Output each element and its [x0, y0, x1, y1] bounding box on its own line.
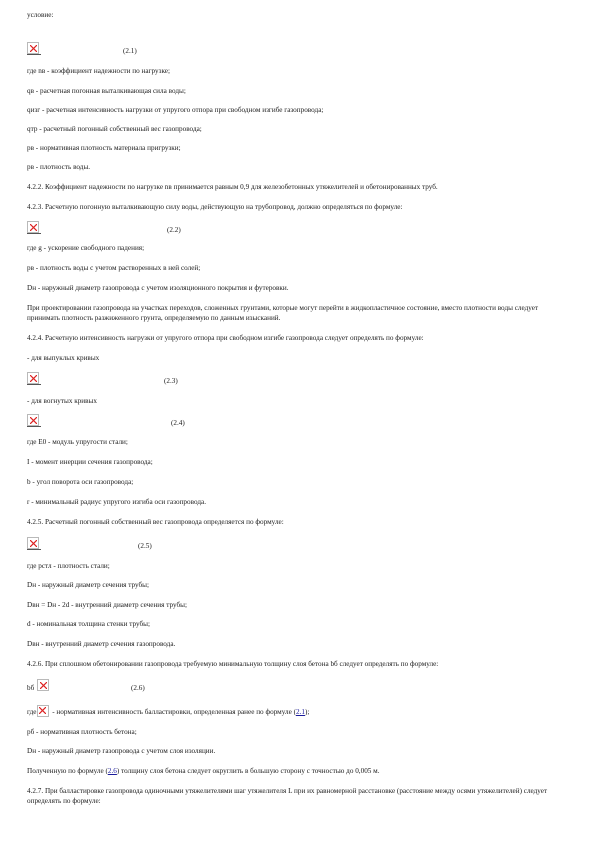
text-paragraph: 4.2.7. При балластировке газопровода одиночными утяжелителями шаг утяжелителя L при их равномерной расстановке (расстояние между осями утяжелителей) следует определять по формуле: [27, 787, 548, 805]
text-fragment: - нормативная интенсивность балластировки, определенная ранее по формуле ( [50, 708, 296, 716]
text-line: - для выпуклых кривых [27, 354, 100, 362]
equation-underline [27, 384, 41, 385]
text-line: - для вогнутых кривых [27, 397, 97, 405]
text-fragment: ) толщину слоя бетона следует округлить в большую сторону с точностью до 0,005 м. [116, 767, 380, 775]
text-line: где nв - коэффициент надежности по нагрузке; [27, 67, 170, 75]
text-line: r - минимальный радиус упругого изгиба оси газопровода. [27, 498, 206, 506]
text-fragment: ); [304, 708, 310, 716]
equation-number: (2.2) [167, 226, 181, 234]
text-line: 4.2.4. Расчетную интенсивность нагрузки от упругого отпора при свободном изгибе газопровода следует определять по формуле: [27, 334, 424, 342]
text-line: Dвн - внутренний диаметр сечения газопровода. [27, 640, 176, 648]
broken-image-icon [27, 42, 39, 54]
equation-number: (2.1) [123, 47, 137, 55]
text-line: pб - нормативная плотность бетона; [27, 728, 137, 736]
text-line: где E0 - модуль упругости стали; [27, 438, 128, 446]
formula-link-2-1[interactable]: 2.1 [295, 708, 305, 716]
text-line: d - номинальная толщина стенки трубы; [27, 620, 150, 628]
text-line: Dн - наружный диаметр сечения трубы; [27, 581, 149, 589]
equation-underline [27, 54, 41, 55]
text-line: qв - расчетная погонная выталкивающая сила воды; [27, 87, 186, 95]
broken-image-icon [37, 679, 49, 691]
broken-image-icon [27, 537, 39, 549]
text-line: pв - плотность воды. [27, 163, 91, 171]
text-line: I - момент инерции сечения газопровода; [27, 458, 153, 466]
broken-image-icon [27, 414, 39, 426]
text-paragraph: При проектировании газопровода на участках переходов, сложенных грунтами, которые могут перейти в жидкопластичное состояние, вместо плотности воды следует принимать плотность разжиженного грунта, определяемую по данным изысканий. [27, 304, 539, 322]
text-line: 4.2.3. Расчетную погонную выталкивающую силу воды, действующую на трубопровод, должно определяться по формуле: [27, 203, 403, 211]
equation-number: (2.6) [131, 684, 145, 692]
equation-number: (2.5) [138, 542, 152, 550]
text-line: Dвн = Dн - 2d - внутренний диаметр сечения трубы; [27, 601, 187, 609]
text-line: pв - нормативная плотность материала пригрузки; [27, 144, 181, 152]
text-line [27, 705, 309, 717]
text-line [27, 766, 380, 776]
equation-number: (2.4) [171, 419, 185, 427]
text-line: qтр - расчетный погонный собственный вес газопровода; [27, 125, 202, 133]
text-line: где pстл - плотность стали; [27, 562, 110, 570]
equation-number: (2.3) [164, 377, 178, 385]
text-line: где g - ускорение свободного падения; [27, 244, 145, 252]
text-line: 4.2.6. При сплошном обетонировании газопровода требуемую минимальную толщину слоя бетона bб следует определять по формуле: [27, 660, 439, 668]
formula-link-2-6[interactable]: 2.6 [107, 767, 117, 775]
broken-image-icon [27, 372, 39, 384]
text-line: b - угол поворота оси газопровода; [27, 478, 134, 486]
text-line: условие: [27, 11, 54, 19]
text-line: Dн - наружный диаметр газопровода с учетом слоя изоляции. [27, 747, 216, 755]
equation-underline [27, 233, 41, 234]
equation-symbol: bб [27, 684, 35, 692]
text-line: pв - плотность воды с учетом растворенных в ней солей; [27, 264, 201, 272]
equation-underline [27, 426, 41, 427]
equation-underline [27, 549, 41, 550]
broken-image-icon [27, 221, 39, 233]
text-fragment: Полученную по формуле ( [27, 767, 108, 775]
broken-image-icon [37, 705, 49, 717]
text-line: qизг - расчетная интенсивность нагрузки от упругого отпора при свободном изгибе газопровода; [27, 106, 324, 114]
text-line: Dн - наружный диаметр газопровода с учетом изоляционного покрытия и футеровки. [27, 284, 289, 292]
text-line: 4.2.2. Коэффициент надежности по нагрузке nв принимается равным 0,9 для железобетонных утяжелителей и обетонированных труб. [27, 183, 438, 191]
text-fragment: где [27, 708, 37, 716]
text-line: 4.2.5. Расчетный погонный собственный вес газопровода определяется по формуле: [27, 518, 284, 526]
